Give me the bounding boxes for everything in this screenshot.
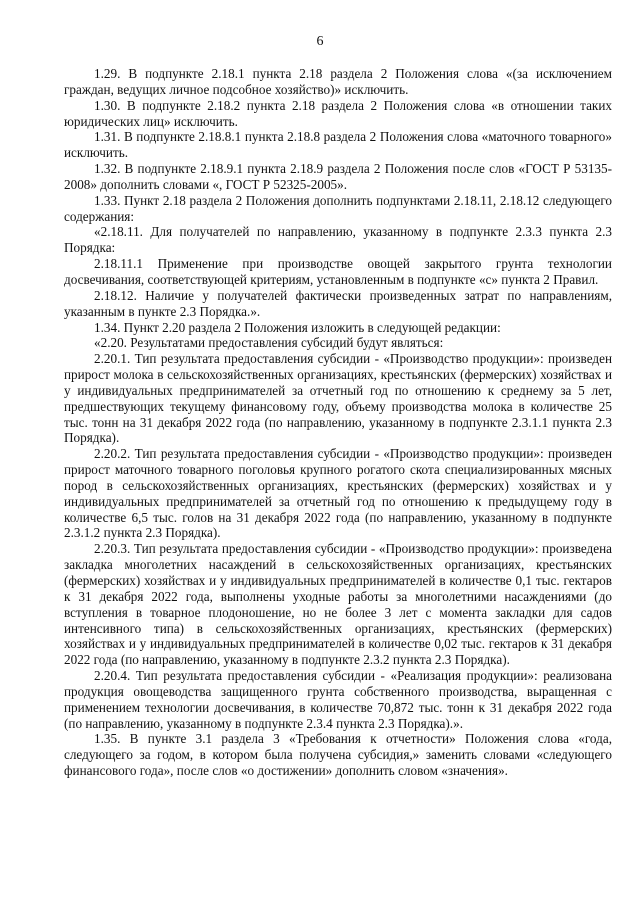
paragraph-1-33: 1.33. Пункт 2.18 раздела 2 Положения дополнить подпунктами 2.18.11, 2.18.12 следующего содержания:: [64, 192, 612, 224]
paragraph-1-35: 1.35. В пункте 3.1 раздела 3 «Требования к отчетности» Положения слова «года, следующего за годом, в котором была получена субсидия,» заменить словами «следующего финансового года», после слов «о достижении» дополнить словом «значения».: [64, 731, 612, 779]
paragraph-1-34: 1.34. Пункт 2.20 раздела 2 Положения изложить в следующей редакции:: [94, 319, 501, 335]
paragraph-2-18-11: «2.18.11. Для получателей по направлению, указанному в подпункте 2.3.3 пункта 2.3 Порядка:: [64, 224, 612, 256]
paragraph-2-18-12: 2.18.12. Наличие у получателей фактически произведенных затрат по направлениям, указанным в пункте 2.3 Порядка.».: [64, 287, 612, 319]
paragraph-2-20-3: 2.20.3. Тип результата предоставления субсидии - «Производство продукции»: произведена закладка многолетних насаждений в сельскохозяйственных организациях, крестьянских (фермерских) хозяйствах и у индивидуальных предпринимателей в количестве 0,1 тыс. гектаров к 31 декабря 2022 года, выполнены уходные работы за многолетними насаждениями (до вступления в товарное плодоношение, но не более 3 лет с момента закладки для садов интенсивного типа) в сельскохозяйственных организациях, крестьянских (фермерских) хозяйствах и у индивидуальных предпринимателей в количестве 0,02 тыс. гектаров к 31 декабря 2022 года (по направлению, указанному в подпункте 2.3.2 пункта 2.3 Порядка).: [64, 541, 612, 668]
paragraph-2-20-1: 2.20.1. Тип результата предоставления субсидии - «Производство продукции»: произведен прирост молока в сельскохозяйственных организациях, крестьянских (фермерских) хозяйствах и у индивидуальных предпринимателей за отчетный год по отношению к среднему за 5 лет, предшествующих текущему финансовому году, объему производства молока в количестве 25 тыс. тонн на 31 декабря 2022 года (по направлению, указанному в подпункте 2.3.1.1 пункта 2.3 Порядка).: [64, 351, 612, 446]
paragraph-1-32: 1.32. В подпункте 2.18.9.1 пункта 2.18.9 раздела 2 Положения после слов «ГОСТ Р 53135-2008» дополнить словами «, ГОСТ Р 52325-2005».: [64, 161, 612, 192]
paragraph-1-30: 1.30. В подпункте 2.18.2 пункта 2.18 раздела 2 Положения слова «в отношении таких юридических лиц» исключить.: [64, 97, 612, 129]
paragraph-1-31: 1.31. В подпункте 2.18.8.1 пункта 2.18.8 раздела 2 Положения слова «маточного товарного» исключить.: [64, 129, 612, 161]
paragraph-1-29: 1.29. В подпункте 2.18.1 пункта 2.18 раздела 2 Положения слова «(за исключением граждан, ведущих личное подсобное хозяйство)» исключить.: [64, 66, 612, 97]
paragraph-2-20-4: 2.20.4. Тип результата предоставления субсидии - «Реализация продукции»: реализована продукция овощеводства защищенного грунта собственного производства, выращенная с применением технологии досвечивания, в количестве 70,872 тыс. тонн к 31 декабря 2022 года (по направлению, указанному в подпункте 2.3.4 пункта 2.3 Порядка).».: [64, 668, 612, 731]
page-number: 6: [316, 34, 324, 49]
paragraph-2-20: «2.20. Результатами предоставления субсидий будут являться:: [94, 335, 444, 351]
paragraph-2-20-2: 2.20.2. Тип результата предоставления субсидии - «Производство продукции»: произведен прирост маточного товарного поголовья крупного рогатого скота специализированных мясных пород в сельскохозяйственных организациях, крестьянских (фермерских) хозяйствах и у индивидуальных предпринимателей за отчетный год по отношению к предыдущему году в количестве 6,5 тыс. голов на 31 декабря 2022 года (по направлению, указанному в подпункте 2.3.1.2 пункта 2.3 Порядка).: [64, 446, 612, 541]
paragraph-2-18-11-1: 2.18.11.1 Применение при производстве овощей закрытого грунта технологии досвечивания, соответствующей критериям, установленным в подпункте «с» пункта 2 Правил.: [64, 256, 612, 287]
document-body: [64, 66, 612, 779]
